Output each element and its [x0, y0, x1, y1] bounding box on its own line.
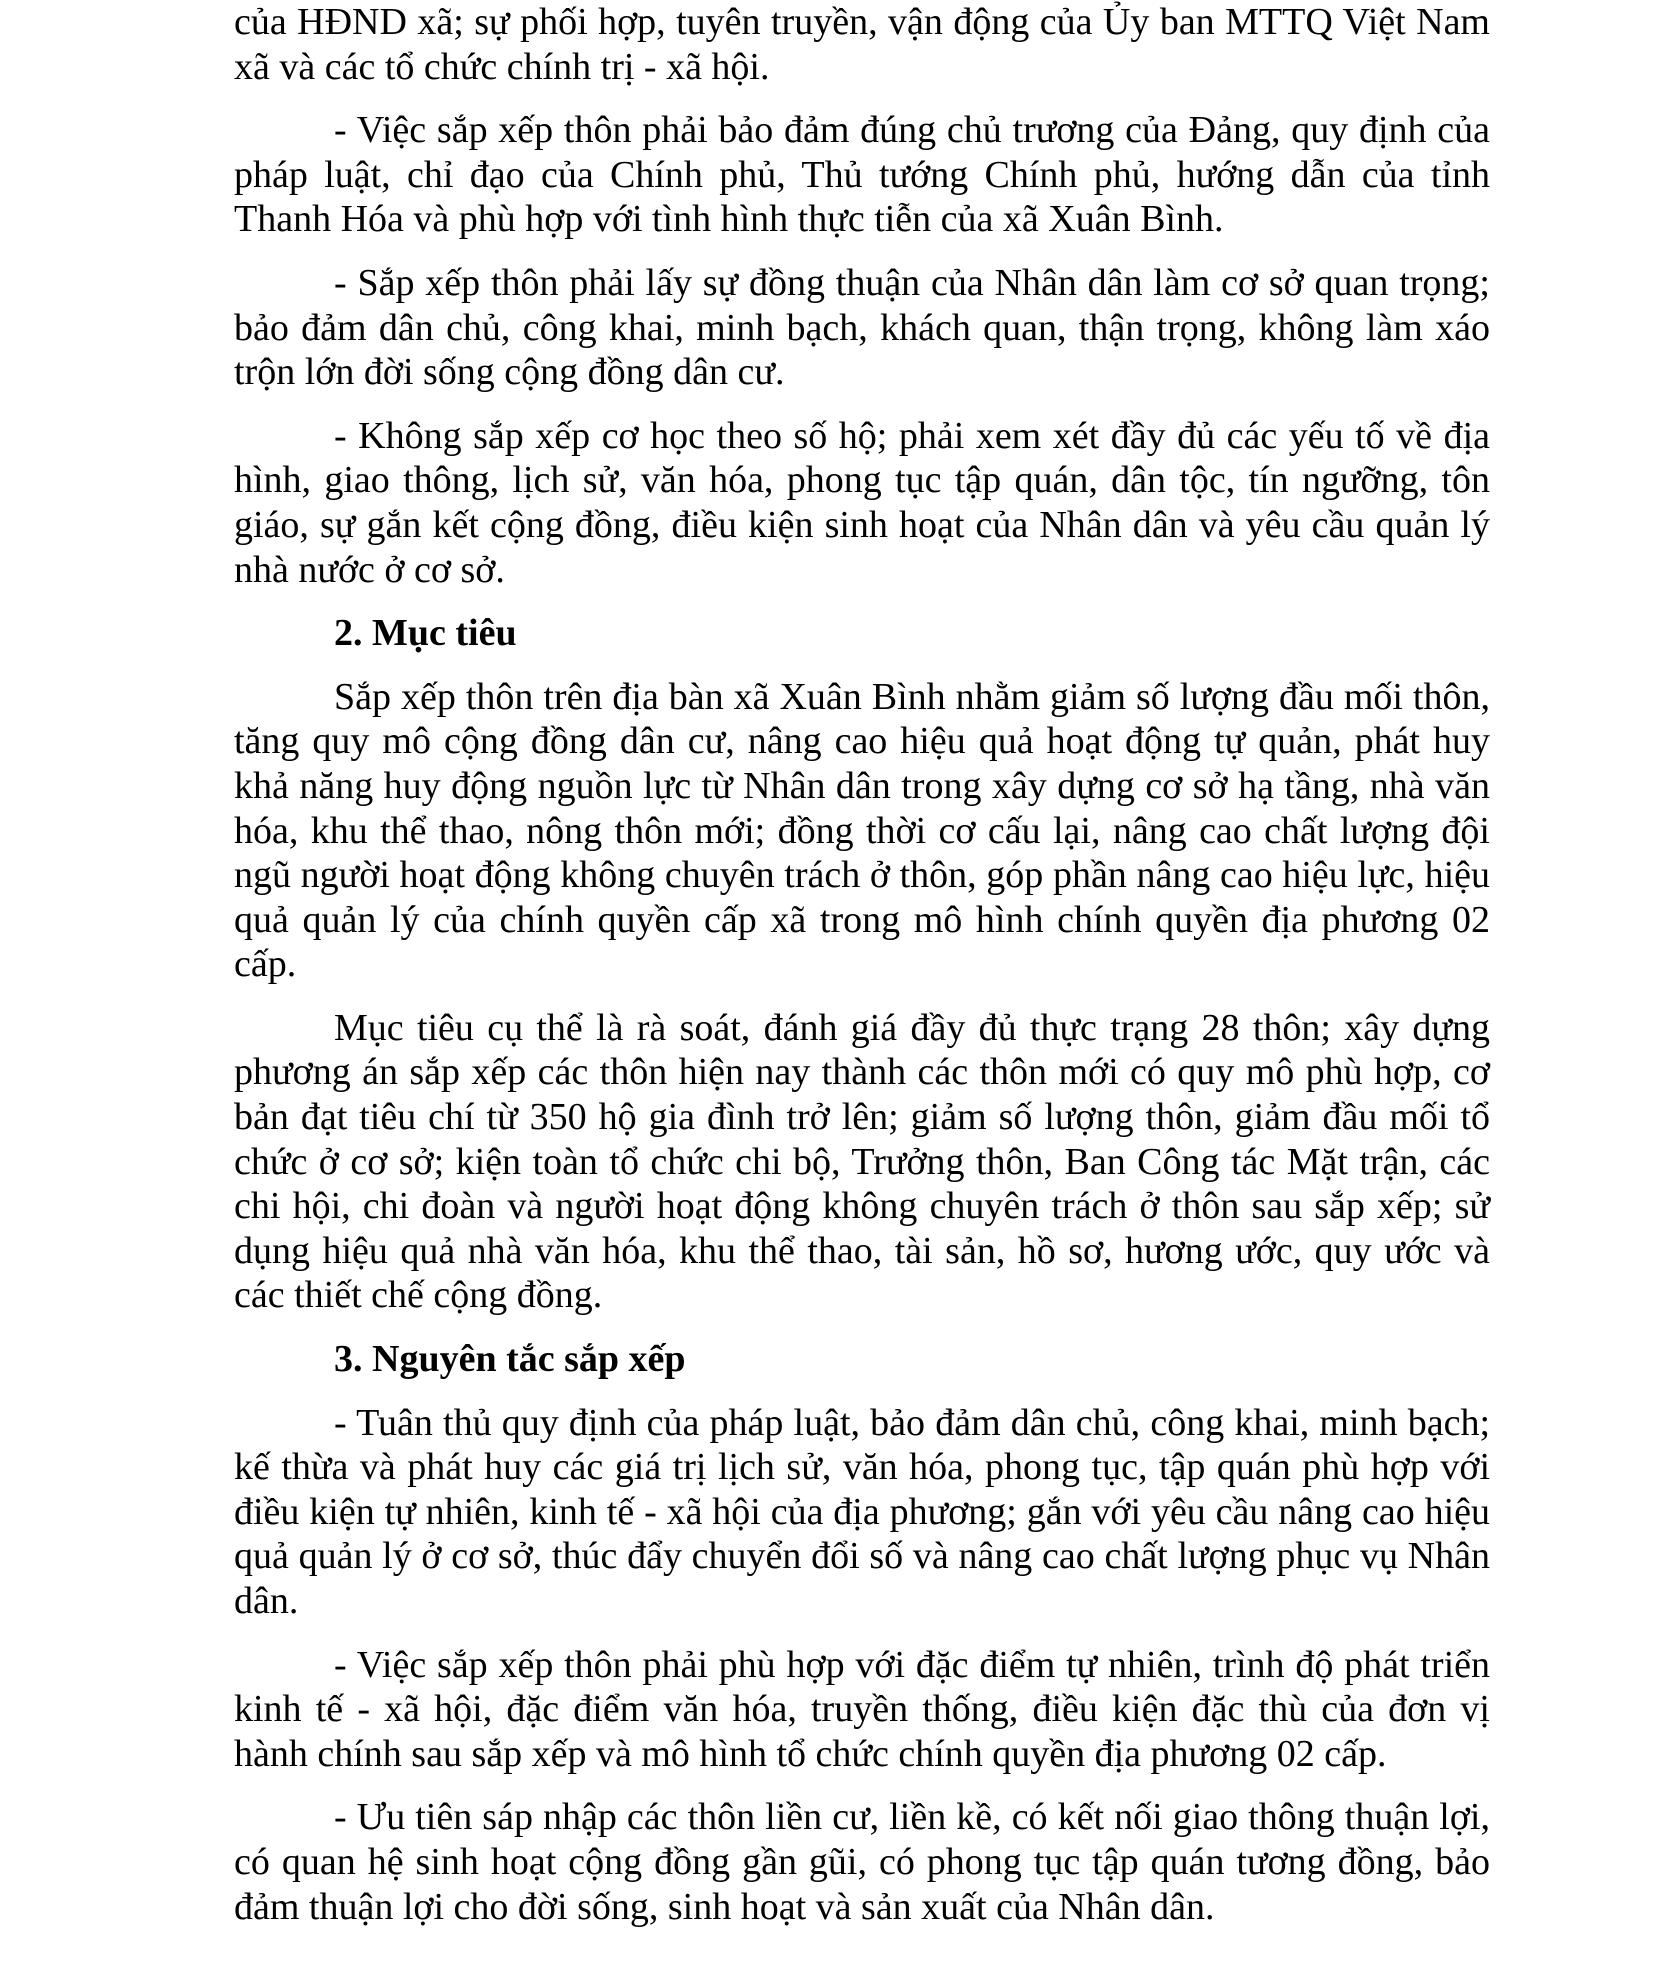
- paragraph-consensus: - Sắp xếp thôn phải lấy sự đồng thuận của Nhân dân làm cơ sở quan trọng; bảo đảm dân chủ, công khai, minh bạch, khách quan, thận trọng, không làm xáo trộn lớn đời sống cộng đồng dân cư.: [234, 261, 1490, 394]
- paragraph-principle-law: - Tuân thủ quy định của pháp luật, bảo đảm dân chủ, công khai, minh bạch; kế thừa và phát huy các giá trị lịch sử, văn hóa, phong tục, tập quán phù hợp với điều kiện tự nhiên, kinh tế - xã hội của địa phương; gắn với yêu cầu nâng cao hiệu quả quản lý ở cơ sở, thúc đẩy chuyển đổi số và nâng cao chất lượng phục vụ Nhân dân.: [234, 1401, 1490, 1622]
- paragraph-intro-continuation: của HĐND xã; sự phối hợp, tuyên truyền, vận động của Ủy ban MTTQ Việt Nam xã và các tổ chức chính trị - xã hội.: [234, 1, 1490, 88]
- paragraph-principle-suitability: - Việc sắp xếp thôn phải phù hợp với đặc điểm tự nhiên, trình độ phát triển kinh tế - xã hội, đặc điểm văn hóa, truyền thống, điều kiện đặc thù của đơn vị hành chính sau sắp xếp và mô hình tổ chức chính quyền địa phương 02 cấp.: [234, 1643, 1490, 1775]
- paragraph-objectives-general: Sắp xếp thôn trên địa bàn xã Xuân Bình nhằm giảm số lượng đầu mối thôn, tăng quy mô cộng đồng dân cư, nâng cao hiệu quả hoạt động tự quản, phát huy khả năng huy động nguồn lực từ Nhân dân trong xây dựng cơ sở hạ tầng, nhà văn hóa, khu thể thao, nông thôn mới; đồng thời cơ cấu lại, nâng cao chất lượng đội ngũ người hoạt động không chuyên trách ở thôn, góp phần nâng cao hiệu lực, hiệu quả quản lý của chính quyền cấp xã trong mô hình chính quyền địa phương 02 cấp.: [234, 675, 1490, 986]
- section-heading-objectives: 2. Mục tiêu: [334, 612, 517, 655]
- section-heading-principles: 3. Nguyên tắc sắp xếp: [334, 1338, 686, 1381]
- paragraph-party-policy: - Việc sắp xếp thôn phải bảo đảm đúng chủ trương của Đảng, quy định của pháp luật, chỉ đạo của Chính phủ, Thủ tướng Chính phủ, hướng dẫn của tỉnh Thanh Hóa và phù hợp với tình hình thực tiễn của xã Xuân Bình.: [234, 109, 1490, 241]
- paragraph-principle-priority: - Ưu tiên sáp nhập các thôn liền cư, liền kề, có kết nối giao thông thuận lợi, có quan hệ sinh hoạt cộng đồng gần gũi, có phong tục tập quán tương đồng, bảo đảm thuận lợi cho đời sống, sinh hoạt và sản xuất của Nhân dân.: [234, 1796, 1490, 1928]
- paragraph-factors: - Không sắp xếp cơ học theo số hộ; phải xem xét đầy đủ các yếu tố về địa hình, giao thông, lịch sử, văn hóa, phong tục tập quán, dân tộc, tín ngưỡng, tôn giáo, sự gắn kết cộng đồng, điều kiện sinh hoạt của Nhân dân và yêu cầu quản lý nhà nước ở cơ sở.: [234, 414, 1490, 591]
- document-page: [234, 0, 1490, 1948]
- paragraph-objectives-specific: Mục tiêu cụ thể là rà soát, đánh giá đầy đủ thực trạng 28 thôn; xây dựng phương án sắp xếp các thôn hiện nay thành các thôn mới có quy mô phù hợp, cơ bản đạt tiêu chí từ 350 hộ gia đình trở lên; giảm số lượng thôn, giảm đầu mối tổ chức ở cơ sở; kiện toàn tổ chức chi bộ, Trưởng thôn, Ban Công tác Mặt trận, các chi hội, chi đoàn và người hoạt động không chuyên trách ở thôn sau sắp xếp; sử dụng hiệu quả nhà văn hóa, khu thể thao, tài sản, hồ sơ, hương ước, quy ước và các thiết chế cộng đồng.: [234, 1006, 1490, 1317]
